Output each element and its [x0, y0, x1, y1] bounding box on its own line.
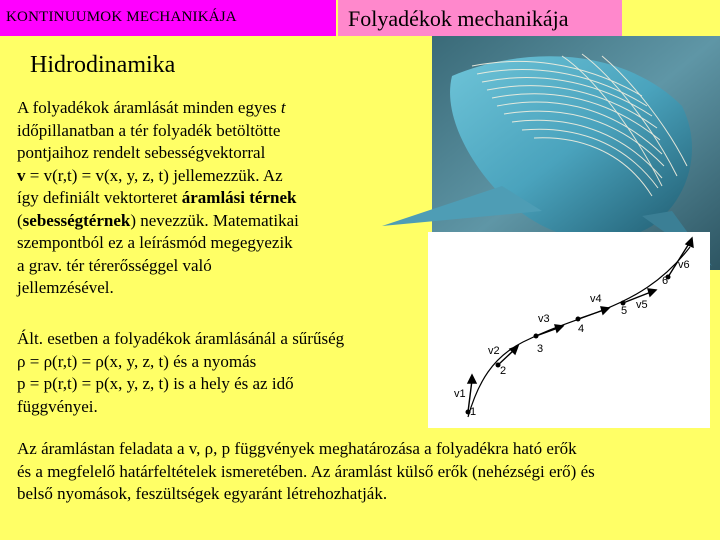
vector-label-v1: v1 — [454, 388, 466, 400]
point-label-3: 3 — [537, 343, 544, 355]
point-4 — [576, 317, 581, 322]
topic-header — [338, 0, 622, 38]
point-label-4: 4 — [578, 323, 585, 335]
point-3 — [534, 334, 539, 339]
vector-label-v6: v6 — [678, 259, 690, 271]
course-header — [0, 0, 336, 36]
vector-label-v3: v3 — [538, 313, 550, 325]
section-title: Hidrodinamika — [30, 52, 176, 78]
density-pressure-paragraph: Ált. esetben a folyadékok áramlásánál a sűrűség ρ = ρ(r,t) = ρ(x, y, z, t) és a nyomás p = p(r,t) = p(x, y, z, t) is a hely és az idő függvényei. — [17, 329, 345, 416]
point-label-1: 1 — [470, 406, 477, 418]
point-label-6: 6 — [662, 275, 669, 287]
point-label-2: 2 — [500, 365, 507, 377]
course-label: KONTINUUMOK MECHANIKÁJA — [6, 9, 237, 25]
vector-label-v5: v5 — [636, 299, 648, 311]
velocity-field-paragraph: A folyadékok áramlását minden egyes t időpillanatban a tér folyadék betöltötte pontjaihoz rendelt sebességvektorral v = v(r,t) = v(x, y, z, t) jellemezzük. Az így definiált vektorteret áramlási térnek (sebességtérnek) nevezzük. Matematikai szempontból ez a leírásmód megegyezik a grav. tér térerősséggel való jellemzésével. — [17, 98, 299, 297]
streamline-diagram — [428, 232, 710, 428]
topic-label: Folyadékok mechanikája — [348, 6, 569, 31]
fluid-dynamics-task-paragraph: Az áramlástan feladata a v, ρ, p függvények meghatározása a folyadékra ható erők és a megfelelő határfeltételek ismeretében. Az áramlást külső erők (nehézségi erő) és belső nyomások, feszültségek egyaránt létrehozhatják. — [17, 439, 595, 503]
vector-label-v2: v2 — [488, 345, 500, 357]
point-label-5: 5 — [621, 305, 628, 317]
vector-label-v4: v4 — [590, 293, 602, 305]
